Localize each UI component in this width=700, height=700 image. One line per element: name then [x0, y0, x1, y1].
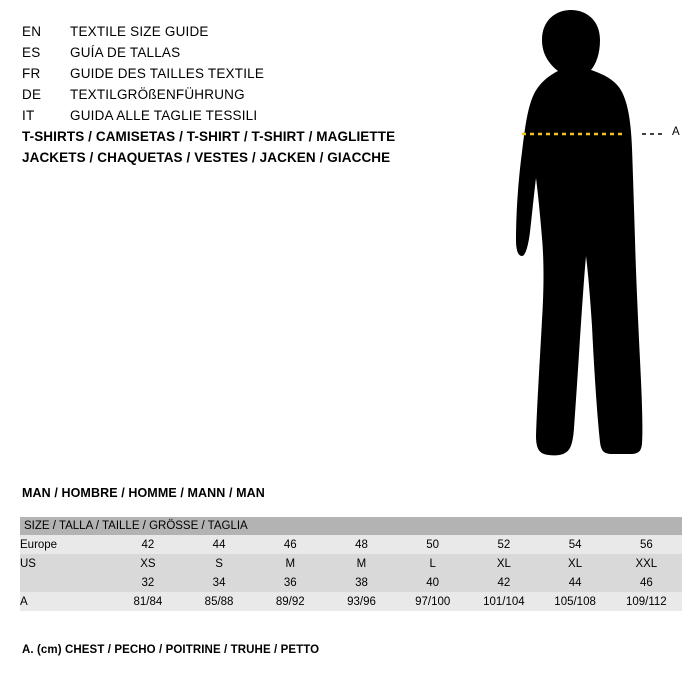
row-label: Europe	[20, 538, 58, 551]
cell: 42	[141, 538, 155, 551]
table-header-row	[20, 517, 682, 535]
language-row	[22, 85, 442, 105]
cell: XL	[496, 557, 511, 570]
language-row	[22, 106, 442, 126]
size-table	[20, 517, 682, 611]
product-category-block	[22, 126, 482, 168]
cell: 81/84	[133, 595, 163, 608]
cell: 48	[355, 538, 368, 551]
cell: S	[215, 557, 223, 570]
table-row	[20, 592, 682, 611]
product-line-tshirts: T-SHIRTS / CAMISETAS / T-SHIRT / T-SHIRT / MAGLIETTE	[22, 129, 396, 144]
row-label: A	[20, 595, 28, 608]
cell: 44	[212, 538, 226, 551]
cell: XS	[140, 557, 156, 570]
language-code: ES	[22, 45, 41, 60]
silhouette-icon	[470, 8, 690, 478]
table-header-label: SIZE / TALLA / TAILLE / GRÖSSE / TAGLIA	[24, 520, 248, 532]
cell: 109/112	[625, 595, 667, 608]
cell: 54	[568, 538, 582, 551]
cell: M	[285, 557, 296, 570]
language-code: EN	[22, 24, 42, 39]
cell: 56	[639, 538, 653, 551]
male-silhouette-figure	[470, 8, 690, 478]
cell: 46	[283, 538, 297, 551]
table-row	[20, 554, 682, 573]
cell: 89/92	[275, 595, 305, 608]
cell: XL	[568, 557, 583, 570]
language-text: TEXTILE SIZE GUIDE	[70, 24, 209, 39]
row-label: US	[20, 557, 36, 570]
language-row	[22, 22, 442, 42]
cell: 52	[497, 538, 511, 551]
language-row	[22, 43, 442, 63]
cell: 34	[212, 576, 226, 589]
cell: 101/104	[483, 595, 525, 608]
product-line-jackets: JACKETS / CHAQUETAS / VESTES / JACKEN / GIACCHE	[22, 150, 391, 165]
measure-label-a: A	[672, 126, 680, 138]
language-code: FR	[22, 66, 41, 81]
cell: 40	[426, 576, 440, 589]
table-row	[20, 535, 682, 554]
row-label	[20, 573, 112, 592]
language-text: GUIDA ALLE TAGLIE TESSILI	[70, 108, 258, 123]
cell: 105/108	[554, 595, 596, 608]
cell: 46	[639, 576, 653, 589]
language-text: GUÍA DE TALLAS	[70, 45, 181, 60]
cell: L	[429, 557, 436, 570]
cell: M	[356, 557, 367, 570]
cell: 42	[497, 576, 511, 589]
cell: 85/88	[204, 595, 234, 608]
cell: 44	[568, 576, 582, 589]
footnote-chest: A. (cm) CHEST / PECHO / POITRINE / TRUHE / PETTO	[22, 644, 320, 656]
language-code: IT	[22, 108, 35, 123]
language-row	[22, 64, 442, 84]
language-text: GUIDE DES TAILLES TEXTILE	[70, 66, 265, 81]
language-code: DE	[22, 87, 42, 102]
section-title-man: MAN / HOMBRE / HOMME / MANN / MAN	[22, 486, 265, 500]
cell: 93/96	[347, 595, 376, 608]
table-row	[20, 573, 682, 592]
language-text: TEXTILGRÖßENFÜHRUNG	[70, 87, 245, 102]
cell: 36	[283, 576, 297, 589]
cell: 32	[141, 576, 155, 589]
cell: 50	[426, 538, 440, 551]
cell: 38	[355, 576, 368, 589]
language-title-block	[22, 22, 442, 127]
cell: XXL	[635, 557, 658, 570]
cell: 97/100	[415, 595, 451, 608]
